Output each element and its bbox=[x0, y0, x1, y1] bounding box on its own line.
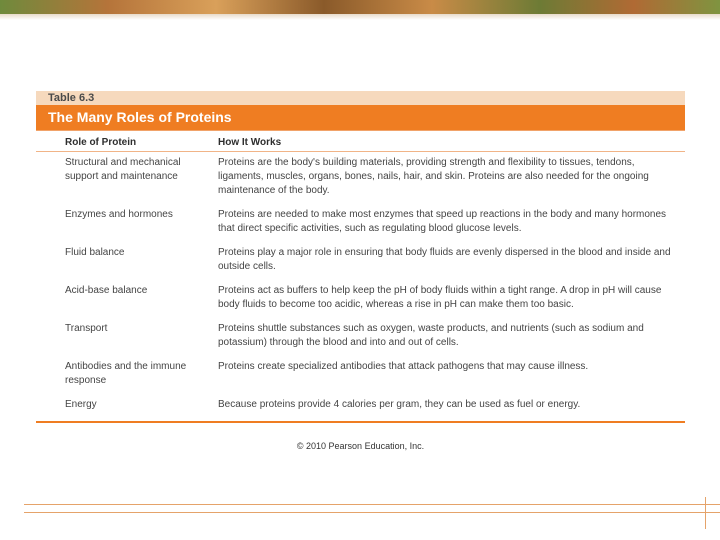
how-cell: Because proteins provide 4 calories per gram, they can be used as fuel or energy. bbox=[218, 399, 581, 410]
column-header-how: How It Works bbox=[218, 137, 282, 148]
table-title: The Many Roles of Proteins bbox=[36, 105, 685, 130]
how-cell: Proteins shuttle substances such as oxygen, waste products, and nutrients (such as sodium and potassium) through the blood and into and out of cells. bbox=[218, 323, 644, 348]
how-cell: Proteins play a major role in ensuring that body fluids are evenly dispersed in the blood and inside and outside cells. bbox=[218, 247, 671, 272]
banner-fade bbox=[0, 14, 720, 20]
column-header-role: Role of Protein bbox=[65, 137, 137, 148]
how-cell: Proteins are needed to make most enzymes that speed up reactions in the body and many hormones that direct specific activities, such as regulating blood glucose levels. bbox=[218, 209, 667, 234]
table-header-row bbox=[36, 131, 685, 152]
footer-rule-upper bbox=[24, 504, 720, 505]
table-row bbox=[36, 152, 685, 204]
role-cell: Acid-base balance bbox=[65, 285, 148, 296]
table-number-label: Table 6.3 bbox=[36, 91, 685, 105]
table-row bbox=[36, 280, 685, 318]
table-row bbox=[36, 394, 685, 421]
role-cell: Enzymes and hormones bbox=[65, 209, 173, 220]
copyright-credit: © 2010 Pearson Education, Inc. bbox=[296, 441, 425, 451]
role-cell: Fluid balance bbox=[65, 247, 125, 258]
how-cell: Proteins are the body's building materials, providing strength and flexibility to tissues, tendons, ligaments, muscles, organs, bones, nails, hair, and skin. Proteins are also needed for the ongoing maintenance of the body. bbox=[218, 157, 649, 196]
decorative-food-banner bbox=[0, 0, 720, 14]
how-cell: Proteins create specialized antibodies that attack pathogens that may cause illness. bbox=[218, 361, 589, 372]
how-cell: Proteins act as buffers to help keep the pH of body fluids within a tight range. A drop in pH will cause body fluids to become too acidic, whereas a rise in pH can make them too basic. bbox=[218, 285, 662, 310]
table-row bbox=[36, 204, 685, 242]
table-bottom-rule bbox=[36, 421, 685, 423]
role-cell: Transport bbox=[65, 323, 108, 334]
footer-rule-lower bbox=[24, 512, 720, 513]
footer-vertical-rule bbox=[705, 497, 706, 529]
role-cell: Energy bbox=[65, 399, 97, 410]
table-row bbox=[36, 356, 685, 394]
table-row bbox=[36, 318, 685, 356]
table-row bbox=[36, 242, 685, 280]
role-cell: Antibodies and the immune response bbox=[65, 361, 187, 386]
role-cell: Structural and mechanical support and maintenance bbox=[65, 157, 181, 182]
protein-roles-table bbox=[36, 91, 685, 451]
